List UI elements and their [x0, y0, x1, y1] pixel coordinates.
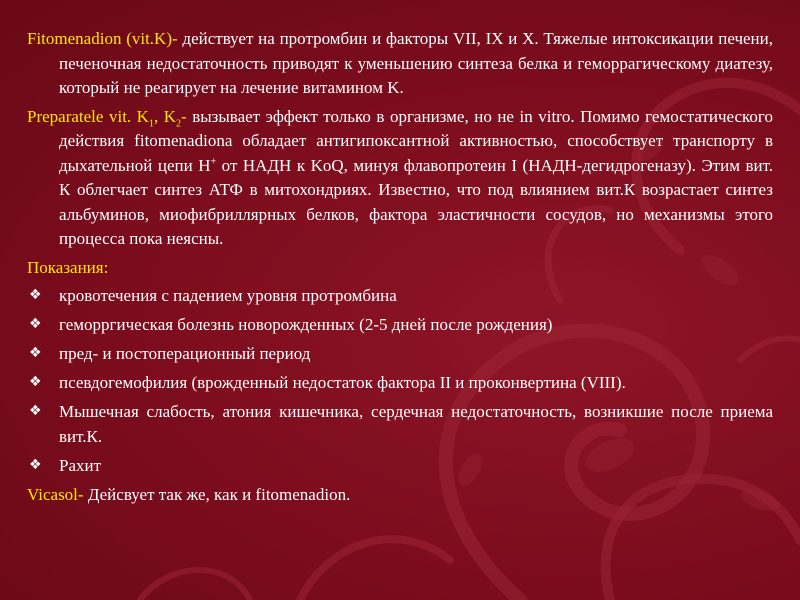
list-item — [27, 313, 773, 338]
paragraph-vicasol — [27, 483, 773, 508]
diamond-bullet-icon: ❖ — [29, 345, 42, 362]
diamond-bullet-icon: ❖ — [29, 403, 42, 420]
list-item — [27, 284, 773, 309]
fitomenadion-text: действует на протромбин и факторы VII, IX и X. Тяжелые интоксикации печени, печеночная недостаточность приводят к уменьшению синтеза белка и геморрагическому диатезу, который не реагирует на лечение витамином K. — [59, 29, 773, 97]
diamond-bullet-icon: ❖ — [29, 316, 42, 333]
superscript-plus: + — [210, 155, 217, 167]
subscript-1: 1 — [148, 117, 154, 129]
slide-content — [27, 27, 773, 512]
indications-list — [27, 284, 773, 478]
preparatele-heading-part-2: , K — [153, 106, 177, 126]
list-item — [27, 400, 773, 449]
paragraph-preparatele — [27, 105, 773, 252]
vicasol-text: Дейсвует так же, как и fitomenadion. — [83, 485, 351, 505]
preparatele-text-part-2: от НАДН к KoQ, минуя флавопротеин I (НАДН-дегидрогеназу). Этим вит. К облегчает синтез АТФ в митохондриях. Известно, что под влиянием вит.К возрастает синтез альбуминов, миофибриллярных белков, фактора эластичности сосудов, но механизмы этого процесса пока неясны. — [59, 155, 773, 248]
preparatele-text-part-1: вызывает эффект только в организме, но не in vitro. Помимо гемостатического действия fitomenadiona обладает антигипоксантной активностью, способствует транспорту в дыхательной цепи H — [59, 106, 773, 175]
indications-label: Показания: — [27, 257, 109, 277]
preparatele-heading-part-1: Preparatele vit. K — [27, 106, 149, 126]
list-item-text: Рахит — [59, 455, 102, 475]
list-item-text: Мышечная слабость, атония кишечника, сердечная недостаточность, возникшие после приема вит.К. — [59, 402, 773, 446]
list-item-text: кровотечения с падением уровня протромбина — [59, 286, 397, 305]
diamond-bullet-icon: ❖ — [29, 456, 42, 473]
list-item-text: геморргическая болезнь новорожденных (2-5 дней после рождения) — [59, 315, 553, 335]
subscript-2: 2 — [176, 117, 182, 129]
fitomenadion-heading: Fitomenadion (vit.K)- — [27, 29, 178, 48]
list-item — [27, 371, 773, 396]
paragraph-fitomenadion — [27, 27, 773, 101]
list-item — [27, 454, 773, 479]
list-item — [27, 342, 773, 367]
diamond-bullet-icon: ❖ — [29, 287, 42, 303]
list-item-text: пред- и постоперационный период — [59, 344, 311, 364]
list-item-text: псевдогемофилия (врожденный недостаток фактора II и проконвертина (VIII). — [59, 373, 626, 393]
vicasol-heading: Vicasol- — [27, 485, 84, 505]
preparatele-heading-part-3: - — [181, 106, 187, 126]
diamond-bullet-icon: ❖ — [29, 374, 42, 391]
preparatele-heading — [27, 106, 187, 129]
